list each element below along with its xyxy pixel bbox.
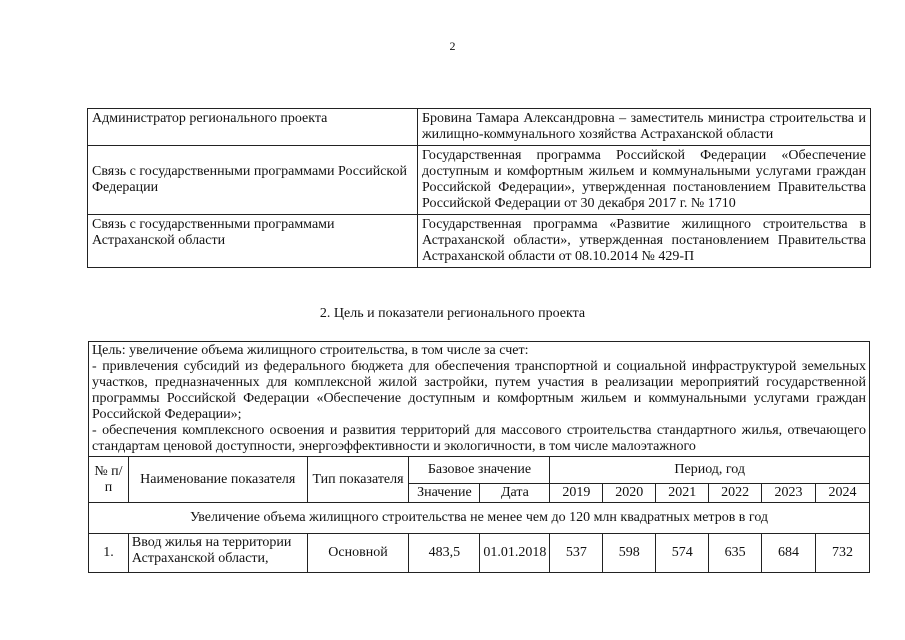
info-value: Бровина Тамара Александровна – заместитель министра строительства и жилищно-коммунального хозяйства Астраханской области: [418, 109, 871, 146]
table-row: [89, 503, 870, 534]
goal-title: Цель: увеличение объема жилищного строительства, в том числе за счет:: [92, 343, 529, 358]
info-value: Государственная программа Российской Федерации «Обеспечение доступным и комфортным жильем и коммунальными услугами граждан Российской Федерации», утвержденная постановлением Правительства Российской Федерации от 30 декабря 2017 г. № 1710: [418, 146, 871, 215]
table-row: [89, 534, 870, 573]
page-number: 2: [449, 39, 456, 53]
table-row: [88, 109, 871, 146]
header-base: Базовое значение: [409, 457, 550, 484]
header-year: 2022: [709, 484, 762, 503]
goal-item: - привлечения субсидий из федерального бюджета для обеспечения транспортной и социальной инфраструктурой земельных участков, предназначенных для комплексной жилой застройки, путем участия в реализации мероприятий государственной программы Российской Федерации «Обеспечение доступным и комфортным жильем и коммунальными услугами граждан Российской Федерации»;: [92, 359, 866, 422]
row-base-date: 01.01.2018: [480, 534, 550, 573]
row-year-value: 574: [656, 534, 709, 573]
row-name: Ввод жилья на территории Астраханской области,: [128, 534, 307, 573]
table-row: [88, 146, 871, 215]
header-year: 2021: [656, 484, 709, 503]
row-year-value: 635: [709, 534, 762, 573]
indicator-subheading: Увеличение объема жилищного строительства не менее чем до 120 млн квадратных метров в год: [89, 503, 870, 534]
goals-indicators-table: [88, 341, 870, 573]
info-key: Связь с государственными программами Астраханской области: [88, 215, 418, 268]
row-type: Основной: [307, 534, 409, 573]
project-info-table: [87, 108, 871, 268]
header-period: Период, год: [550, 457, 870, 484]
row-year-value: 537: [550, 534, 603, 573]
goal-item: - обеспечения комплексного освоения и развития территорий для массового строительства стандартного жилья, отвечающего стандартам ценовой доступности, энергоэффективности и экологичности, в том числе малоэтажного: [92, 423, 866, 454]
header-name: Наименование показателя: [128, 457, 307, 503]
row-year-value: 684: [762, 534, 816, 573]
section-title: 2. Цель и показатели регионального проекта: [319, 306, 586, 321]
table-header-row: [89, 457, 870, 484]
header-year: 2023: [762, 484, 816, 503]
row-year-value: 598: [603, 534, 656, 573]
header-year: 2024: [816, 484, 870, 503]
header-type: Тип показателя: [307, 457, 409, 503]
header-base-date: Дата: [480, 484, 550, 503]
goal-description: [89, 342, 870, 457]
row-year-value: 732: [816, 534, 870, 573]
info-key: Администратор регионального проекта: [88, 109, 418, 146]
header-year: 2020: [603, 484, 656, 503]
header-year: 2019: [550, 484, 603, 503]
header-base-value: Значение: [409, 484, 480, 503]
table-row: [89, 342, 870, 457]
info-key: Связь с государственными программами Российской Федерации: [88, 146, 418, 215]
info-value: Государственная программа «Развитие жилищного строительства в Астраханской области», утвержденная постановлением Правительства Астраханской области от 08.10.2014 № 429-П: [418, 215, 871, 268]
row-num: 1.: [89, 534, 129, 573]
table-row: [88, 215, 871, 268]
row-base-value: 483,5: [409, 534, 480, 573]
header-num: № п/п: [89, 457, 129, 503]
